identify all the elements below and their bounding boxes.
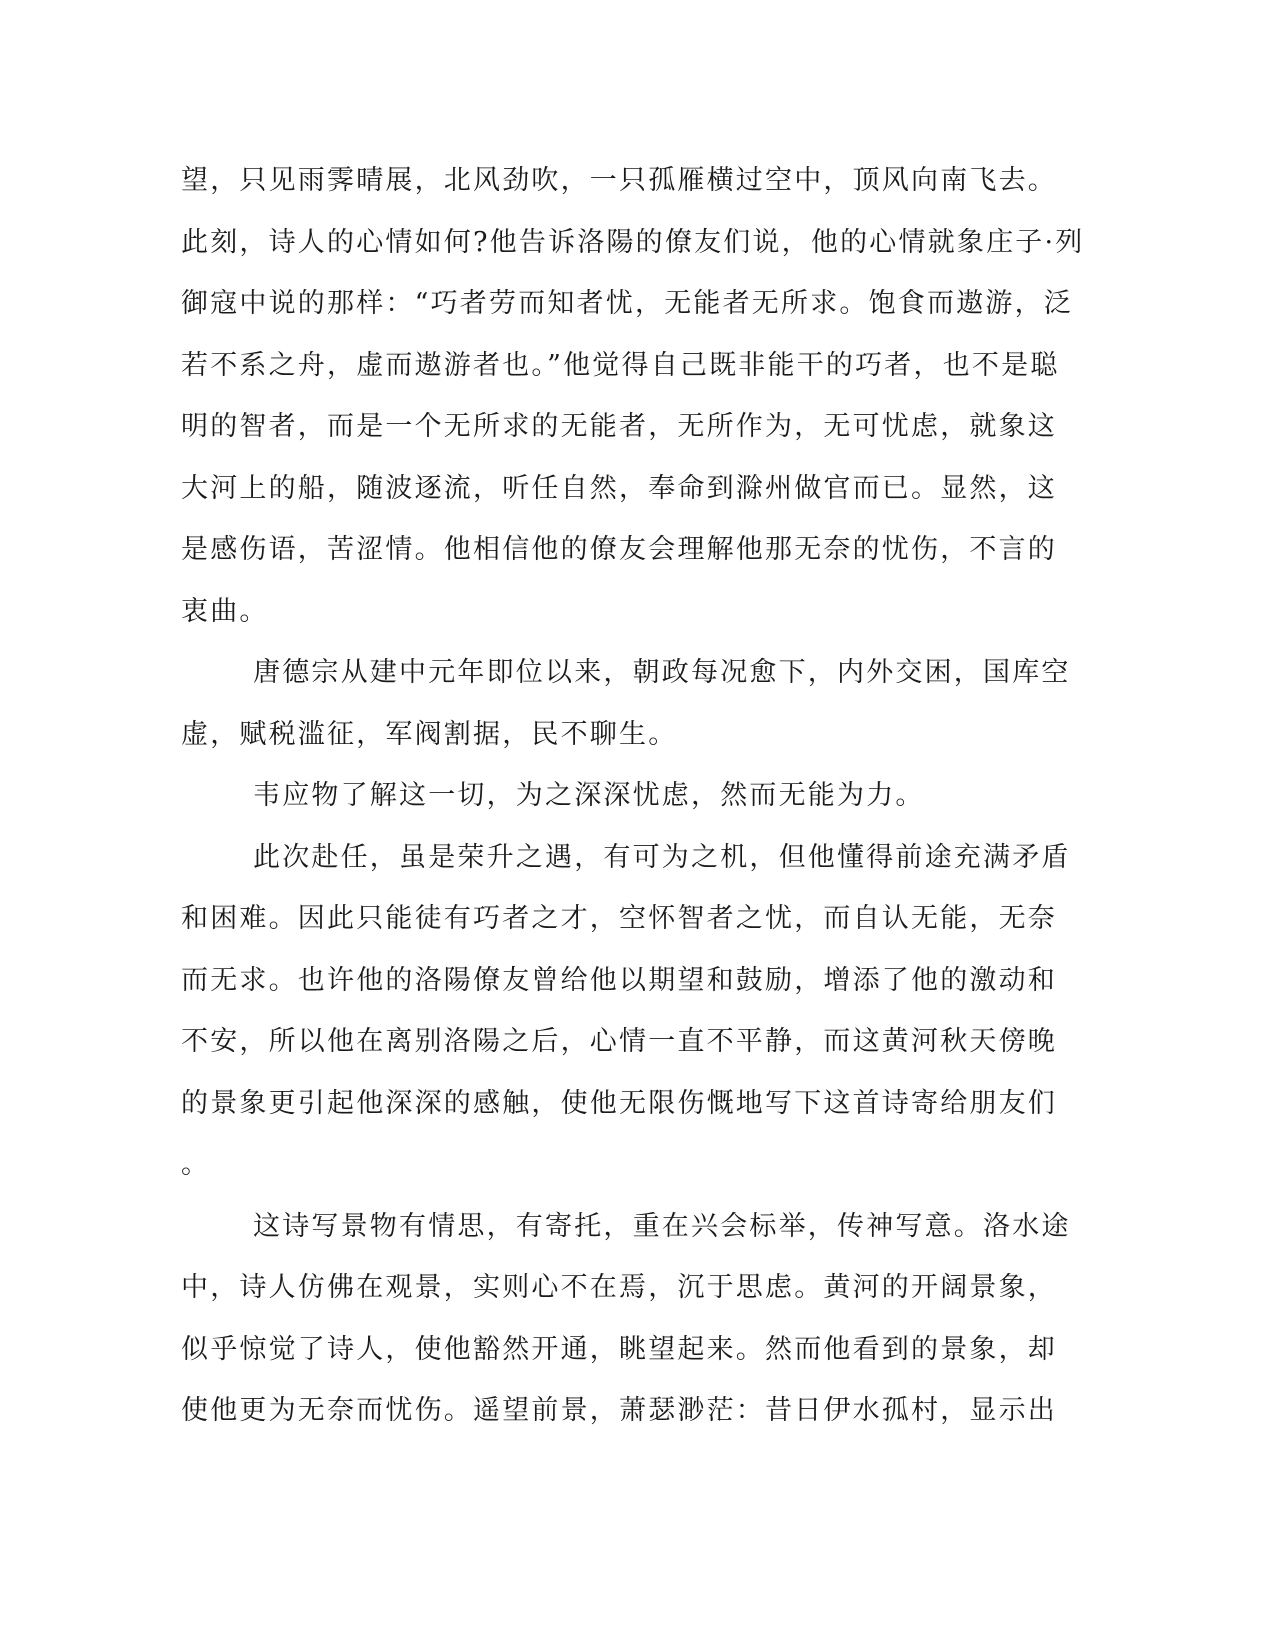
- text-line: 不安，所以他在离别洛陽之后，心情一直不平静，而这黄河秋天傍晚: [181, 1026, 1057, 1057]
- text-line: 明的智者，而是一个无所求的无能者，无所作为，无可忧虑，就象这: [181, 411, 1057, 442]
- text-line: 使他更为无奈而忧伤。遥望前景，萧瑟渺茫：昔日伊水孤村，显示出: [181, 1395, 1057, 1426]
- text-line: 中，诗人仿佛在观景，实则心不在焉，沉于思虑。黄河的开阔景象，: [181, 1272, 1057, 1303]
- paragraph-start-line: 这诗写景物有情思，有寄托，重在兴会标举，传神写意。洛水途: [253, 1210, 1071, 1242]
- paragraph-start-line: 唐德宗从建中元年即位以来，朝政每况愈下，内外交困，国库空: [253, 657, 1071, 688]
- text-line: 是感伤语，苦涩情。他相信他的僚友会理解他那无奈的忧伤，不言的: [181, 534, 1057, 565]
- text-line: 。: [181, 1149, 211, 1180]
- paragraph-start-line: 韦应物了解这一切，为之深深忧虑，然而无能为力。: [253, 780, 925, 811]
- text-line: 大河上的船，随波逐流，听任自然，奉命到滁州做官而已。显然，这: [181, 472, 1057, 504]
- text-line: 虚，赋税滥征，军阀割据，民不聊生。: [181, 718, 678, 750]
- text-line: 的景象更引起他深深的感触，使他无限伤慨地写下这首诗寄给朋友们: [181, 1087, 1057, 1119]
- text-line: 御寇中说的那样：“巧者劳而知者忧，无能者无所求。饱食而遨游，泛: [181, 288, 1074, 319]
- body-text: [181, 150, 1085, 1442]
- text-line: 若不系之舟，虚而遨游者也。”他觉得自己既非能干的巧者，也不是聪: [181, 349, 1060, 381]
- text-line: 似乎惊觉了诗人，使他豁然开通，眺望起来。然而他看到的景象，却: [181, 1333, 1057, 1365]
- text-line: 望，只见雨霁晴展，北风劲吹，一只孤雁横过空中，顶风向南飞去。: [181, 165, 1057, 196]
- paragraph-start-line: 此次赴任，虽是荣升之遇，有可为之机，但他懂得前途充满矛盾: [253, 841, 1071, 873]
- text-line: 和困难。因此只能徒有巧者之才，空怀智者之忧，而自认无能，无奈: [181, 903, 1057, 934]
- text-line: 此刻，诗人的心情如何?他告诉洛陽的僚友们说，他的心情就象庄子·列: [181, 226, 1085, 258]
- text-line: 而无求。也许他的洛陽僚友曾给他以期望和鼓励，增添了他的激动和: [181, 964, 1057, 996]
- text-line: 衷曲。: [181, 595, 269, 627]
